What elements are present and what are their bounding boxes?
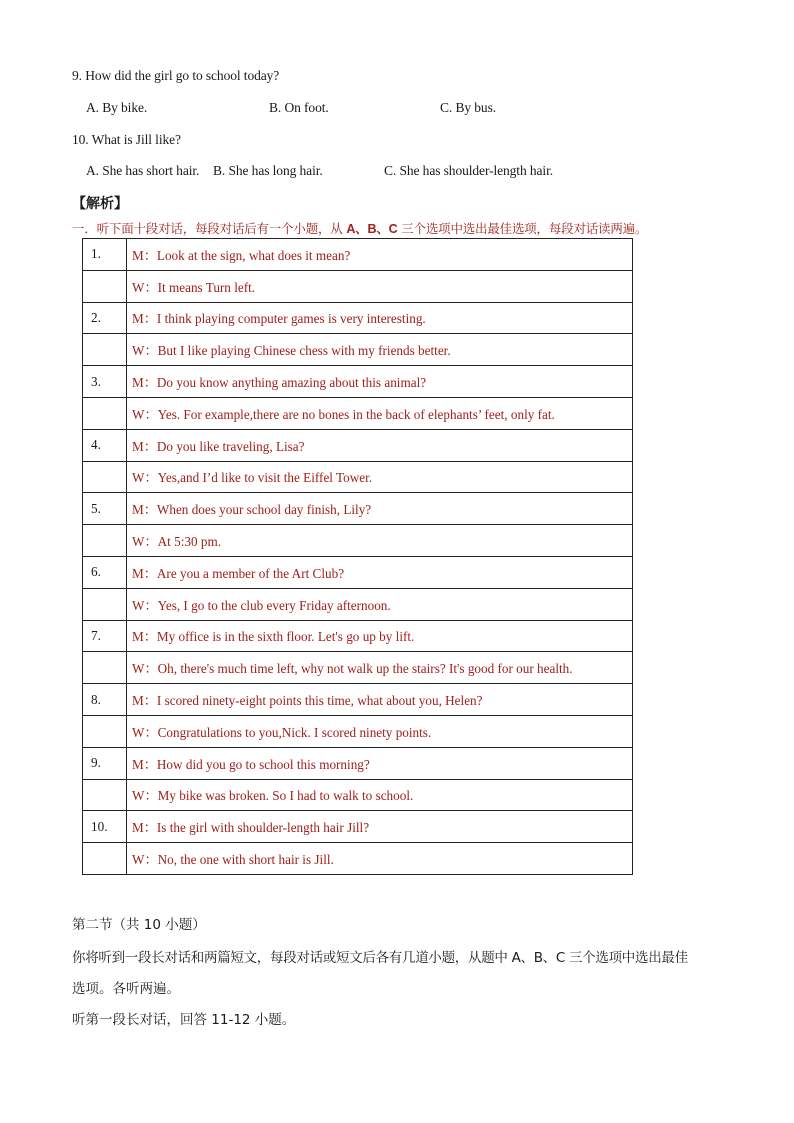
- table-row: [83, 397, 633, 429]
- dialogue-number-empty: [83, 715, 127, 747]
- section2-heading: 第二节（共 10 小题）: [72, 917, 206, 933]
- dialogue-number-empty: [83, 652, 127, 684]
- question-9-option-c: C. By bus.: [440, 100, 497, 115]
- dialogue-woman-line: W：No, the one with short hair is Jill.: [127, 843, 633, 875]
- dialogue-woman-line: W：Yes, I go to the club every Friday afternoon.: [127, 588, 633, 620]
- table-row: [83, 620, 633, 652]
- question-9-option-b: B. On foot.: [269, 100, 329, 115]
- section2-text-line2: 选项。各听两遍。: [72, 981, 180, 997]
- table-row: [83, 270, 633, 302]
- dialogue-number-empty: [83, 270, 127, 302]
- dialogue-woman-line: W：Yes,and I’d like to visit the Eiffel Tower.: [127, 461, 633, 493]
- dialogue-number-empty: [83, 779, 127, 811]
- dialogue-number: 4.: [83, 429, 127, 461]
- dialogue-man-line: M：How did you go to school this morning?: [127, 747, 633, 779]
- dialogue-number: 2.: [83, 302, 127, 334]
- table-row: [83, 843, 633, 875]
- table-row: [83, 366, 633, 398]
- dialogue-number: 3.: [83, 366, 127, 398]
- dialogue-woman-line: W：It means Turn left.: [127, 270, 633, 302]
- table-row: [83, 715, 633, 747]
- question-10-option-c: C. She has shoulder-length hair.: [384, 163, 554, 178]
- dialogue-number-empty: [83, 397, 127, 429]
- section2-text-line3: 听第一段长对话，回答 11-12 小题。: [72, 1012, 296, 1028]
- dialogue-man-line: M：Is the girl with shoulder-length hair Jill?: [127, 811, 633, 843]
- instruction-part1: 一．听下面十段对话，每段对话后有一个小题，从: [72, 221, 347, 236]
- dialogue-man-line: M：I scored ninety-eight points this time, what about you, Helen?: [127, 684, 633, 716]
- table-row: [83, 588, 633, 620]
- dialogue-number-empty: [83, 525, 127, 557]
- dialogue-man-line: M：Do you know anything amazing about this animal?: [127, 366, 633, 398]
- table-row: [83, 779, 633, 811]
- question-9-option-a: A. By bike.: [86, 100, 148, 115]
- dialogue-number: 10.: [83, 811, 127, 843]
- dialogue-number-empty: [83, 334, 127, 366]
- dialogue-number: 8.: [83, 684, 127, 716]
- dialogue-woman-line: W：But I like playing Chinese chess with my friends better.: [127, 334, 633, 366]
- dialogue-man-line: M：Look at the sign, what does it mean?: [127, 239, 633, 271]
- table-row: [83, 525, 633, 557]
- table-row: [83, 811, 633, 843]
- dialogue-man-line: M：My office is in the sixth floor. Let's go up by lift.: [127, 620, 633, 652]
- section2-text-line1: 你将听到一段长对话和两篇短文，每段对话或短文后各有几道小题，从题中 A、B、C 三个选项中选出最佳: [72, 950, 688, 966]
- question-10-option-b: B. She has long hair.: [213, 163, 323, 178]
- table-row: [83, 684, 633, 716]
- dialogue-woman-line: W：At 5:30 pm.: [127, 525, 633, 557]
- question-10-stem: 10. What is Jill like?: [72, 132, 181, 147]
- table-row: [83, 747, 633, 779]
- dialogue-woman-line: W：My bike was broken. So I had to walk to school.: [127, 779, 633, 811]
- question-9-stem: 9. How did the girl go to school today?: [72, 68, 280, 83]
- dialogue-table: [82, 238, 633, 875]
- table-row: [83, 334, 633, 366]
- dialogue-man-line: M：When does your school day finish, Lily?: [127, 493, 633, 525]
- dialogue-woman-line: W：Oh, there's much time left, why not walk up the stairs? It's good for our health.: [127, 652, 633, 684]
- dialogue-number: 6.: [83, 556, 127, 588]
- dialogue-number-empty: [83, 461, 127, 493]
- dialogue-man-line: M：I think playing computer games is very interesting.: [127, 302, 633, 334]
- section-instruction: [72, 219, 647, 237]
- table-row: [83, 493, 633, 525]
- dialogue-number: 9.: [83, 747, 127, 779]
- dialogue-number: 7.: [83, 620, 127, 652]
- dialogue-number-empty: [83, 588, 127, 620]
- table-row: [83, 429, 633, 461]
- dialogue-number: 5.: [83, 493, 127, 525]
- table-row: [83, 302, 633, 334]
- dialogue-woman-line: W：Congratulations to you,Nick. I scored ninety points.: [127, 715, 633, 747]
- question-10-option-a: A. She has short hair.: [86, 163, 200, 178]
- dialogue-man-line: M：Are you a member of the Art Club?: [127, 556, 633, 588]
- dialogue-woman-line: W：Yes. For example,there are no bones in the back of elephants’ feet, only fat.: [127, 397, 633, 429]
- instruction-letters: A、B、C: [346, 222, 398, 236]
- dialogue-man-line: M：Do you like traveling, Lisa?: [127, 429, 633, 461]
- table-row: [83, 239, 633, 271]
- instruction-part2: 三个选项中选出最佳选项，每段对话读两遍。: [397, 221, 648, 236]
- table-row: [83, 461, 633, 493]
- dialogue-number-empty: [83, 843, 127, 875]
- table-row: [83, 652, 633, 684]
- table-row: [83, 556, 633, 588]
- dialogue-number: 1.: [83, 239, 127, 271]
- analysis-label: 【解析】: [72, 196, 128, 212]
